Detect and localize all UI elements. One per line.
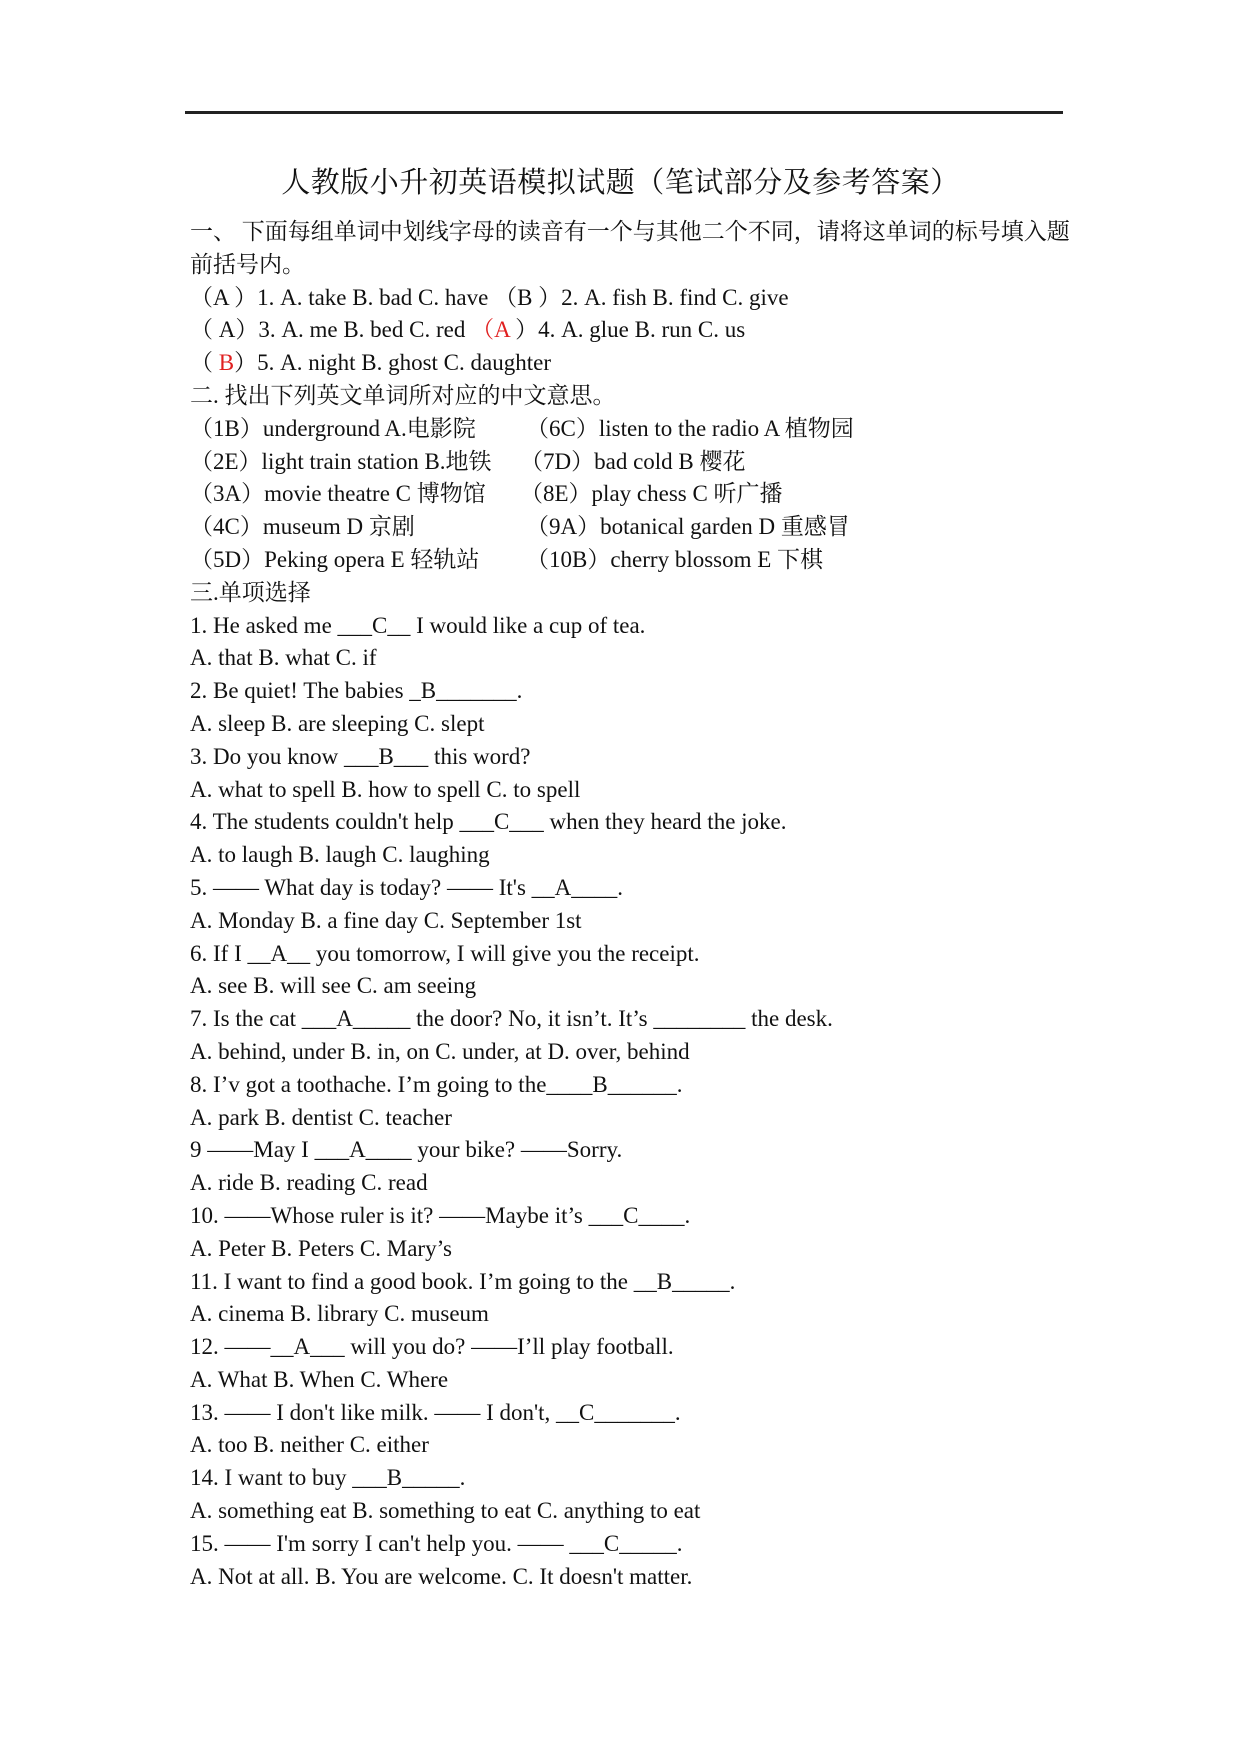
section2-heading: 二. 找出下列英文单词所对应的中文意思。: [190, 382, 616, 408]
question-stem: 11. I want to find a good book. I’m going to the __B_____.: [190, 1268, 736, 1294]
question-options: A. What B. When C. Where: [190, 1366, 449, 1392]
red-answer: （A: [471, 317, 516, 343]
match-left: （2E）light train station B.地铁: [190, 448, 492, 474]
question-stem: 8. I’v got a toothache. I’m going to the____B______.: [190, 1071, 683, 1097]
section1-text: ）5. A. night B. ghost C. daughter: [234, 350, 551, 376]
question-options: A. park B. dentist C. teacher: [190, 1104, 452, 1130]
section3-heading: 三.单项选择: [190, 579, 311, 605]
match-row: [190, 478, 1070, 511]
match-right: （7D）bad cold B 樱花: [520, 448, 746, 474]
question-options: A. Peter B. Peters C. Mary’s: [190, 1235, 452, 1261]
section1-row: [190, 314, 1070, 347]
match-row: [190, 544, 1070, 577]
question-stem: 14. I want to buy ___B_____.: [190, 1465, 466, 1491]
section1-text: （: [190, 350, 219, 376]
question-stem: 15. —— I'm sorry I can't help you. —— ___C_____.: [190, 1530, 683, 1556]
question-stem: 7. Is the cat ___A_____ the door? No, it isn’t. It’s ________ the desk.: [190, 1006, 833, 1032]
header-rule: [185, 111, 1063, 114]
question-options: A. behind, under B. in, on C. under, at D. over, behind: [190, 1038, 690, 1064]
page-title: 人教版小升初英语模拟试题（笔试部分及参考答案）: [281, 165, 960, 199]
question-stem: 4. The students couldn't help ___C___ when they heard the joke.: [190, 809, 787, 835]
section1-heading: 一、 下面每组单词中划线字母的读音有一个与其他二个不同，请将这单词的标号填入题前括号内。: [190, 219, 1070, 277]
question-stem: 2. Be quiet! The babies _B_______.: [190, 678, 523, 704]
match-left: （1B）underground A.电影院: [190, 415, 476, 441]
match-left: （3A）movie theatre C 博物馆: [190, 481, 486, 507]
section1-text: ）4. A. glue B. run C. us: [515, 317, 746, 343]
question-stem: 6. If I __A__ you tomorrow, I will give you the receipt.: [190, 940, 700, 966]
exam-body: [190, 216, 1070, 1593]
section1-row: [190, 347, 1070, 380]
question-stem: 9 ——May I ___A____ your bike? ——Sorry.: [190, 1137, 623, 1163]
match-right: （6C）listen to the radio A 植物园: [526, 415, 854, 441]
question-stem: 12. ——__A___ will you do? ——I’ll play football.: [190, 1334, 674, 1360]
match-left: （4C）museum D 京剧: [190, 514, 415, 540]
question-options: A. something eat B. something to eat C. anything to eat: [190, 1498, 701, 1524]
question-stem: 5. —— What day is today? —— It's __A____.: [190, 874, 624, 900]
question-options: A. Monday B. a fine day C. September 1st: [190, 907, 582, 933]
section1-row: （A ）1. A. take B. bad C. have （B ）2. A. fish B. find C. give: [190, 284, 789, 310]
question-options: A. too B. neither C. either: [190, 1432, 429, 1458]
question-options: A. that B. what C. if: [190, 645, 377, 671]
match-right: （8E）play chess C 听广播: [520, 481, 783, 507]
question-stem: 1. He asked me ___C__ I would like a cup of tea.: [190, 612, 646, 638]
question-options: A. to laugh B. laugh C. laughing: [190, 842, 490, 868]
section1-text: （ A）3. A. me B. bed C. red: [190, 317, 472, 343]
match-right: （9A）botanical garden D 重感冒: [526, 514, 850, 540]
question-options: A. cinema B. library C. museum: [190, 1301, 489, 1327]
question-stem: 10. ——Whose ruler is it? ——Maybe it’s ___C____.: [190, 1202, 691, 1228]
question-options: A. sleep B. are sleeping C. slept: [190, 710, 485, 736]
question-stem: 3. Do you know ___B___ this word?: [190, 743, 531, 769]
match-left: （5D）Peking opera E 轻轨站: [190, 546, 480, 572]
match-right: （10B）cherry blossom E 下棋: [526, 546, 824, 572]
question-options: A. what to spell B. how to spell C. to spell: [190, 776, 581, 802]
match-row: [190, 413, 1070, 446]
red-answer: B: [218, 350, 235, 376]
question-options: A. see B. will see C. am seeing: [190, 973, 477, 999]
question-options: A. Not at all. B. You are welcome. C. It doesn't matter.: [190, 1563, 693, 1589]
match-row: [190, 446, 1070, 479]
match-row: [190, 511, 1070, 544]
question-options: A. ride B. reading C. read: [190, 1170, 428, 1196]
question-stem: 13. —— I don't like milk. —— I don't, __C_______.: [190, 1399, 681, 1425]
